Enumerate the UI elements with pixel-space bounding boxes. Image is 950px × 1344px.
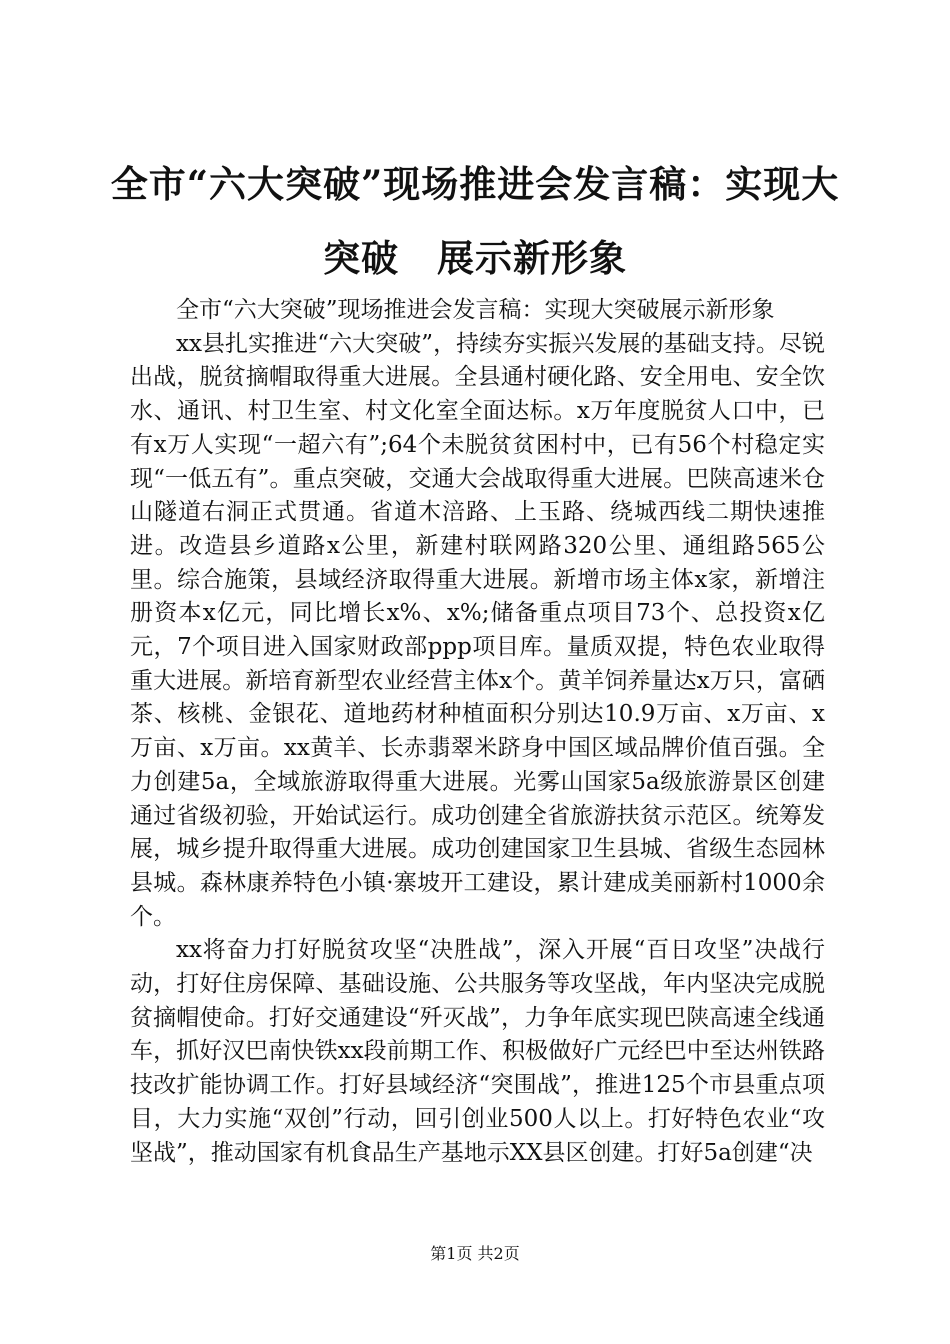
body-paragraph: 全市“六大突破”现场推进会发言稿：实现大突破展示新形象 [176, 297, 775, 323]
body-paragraph: xx县扎实推进“六大突破”，持续夯实振兴发展的基础支持。尽锐出战，脱贫摘帽取得重大进展。全县通村硬化路、安全用电、安全饮水、通讯、村卫生室、村文化室全面达标。x万年度脱贫人口中，已有x万人实现“一超六有”;64个未脱贫贫困村中，已有56个村稳定实现“一低五有”。重点突破，交通大会战取得重大进展。巴陕高速米仓山隧道右洞正式贯通。省道木涪路、上玉路、绕城西线二期快速推进。改造县乡道路x公里，新建村联网路320公里、通组路565公里。综合施策，县域经济取得重大进展。新增市场主体x家，新增注册资本x亿元，同比增长x%、x%;储备重点项目73个、总投资x亿元，7个项目进入国家财政部ppp项目库。量质双提，特色农业取得重大进展。新培育新型农业经营主体x个。黄羊饲养量达x万只，富硒茶、核桃、金银花、道地药材种植面积分别达10.9万亩、x万亩、x万亩、x万亩。xx黄羊、长赤翡翠米跻身中国区域品牌价值百强。全力创建5a，全域旅游取得重大进展。光雾山国家5a级旅游景区创建通过省级初验，开始试运行。成功创建全省旅游扶贫示范区。统筹发展，城乡提升取得重大进展。成功创建国家卫生县城、省级生态园林县城。森林康养特色小镇·寨坡开工建设，累计建成美丽新村1000余个。 [130, 330, 825, 930]
title-line-1: 全市“六大突破”现场推进会发言稿：实现大 [110, 162, 840, 206]
document-title [100, 147, 850, 295]
page-footer: 第1页 共2页 [430, 1244, 520, 1263]
body-paragraph: xx将奋力打好脱贫攻坚“决胜战”，深入开展“百日攻坚”决战行动，打好住房保障、基础设施、公共服务等攻坚战，年内坚决完成脱贫摘帽使命。打好交通建设“歼灭战”，力争年底实现巴陕高速全线通车，抓好汉巴南快铁xx段前期工作、积极做好广元经巴中至达州铁路技改扩能协调工作。打好县域经济“突围战”，推进125个市县重点项目，大力实施“双创”行动，回引创业500人以上。打好特色农业“攻坚战”，推动国家有机食品生产基地示XX县区创建。打好5a创建“决 [130, 937, 825, 1166]
document-body [130, 294, 825, 1170]
title-line-2: 突破 展示新形象 [323, 236, 627, 280]
